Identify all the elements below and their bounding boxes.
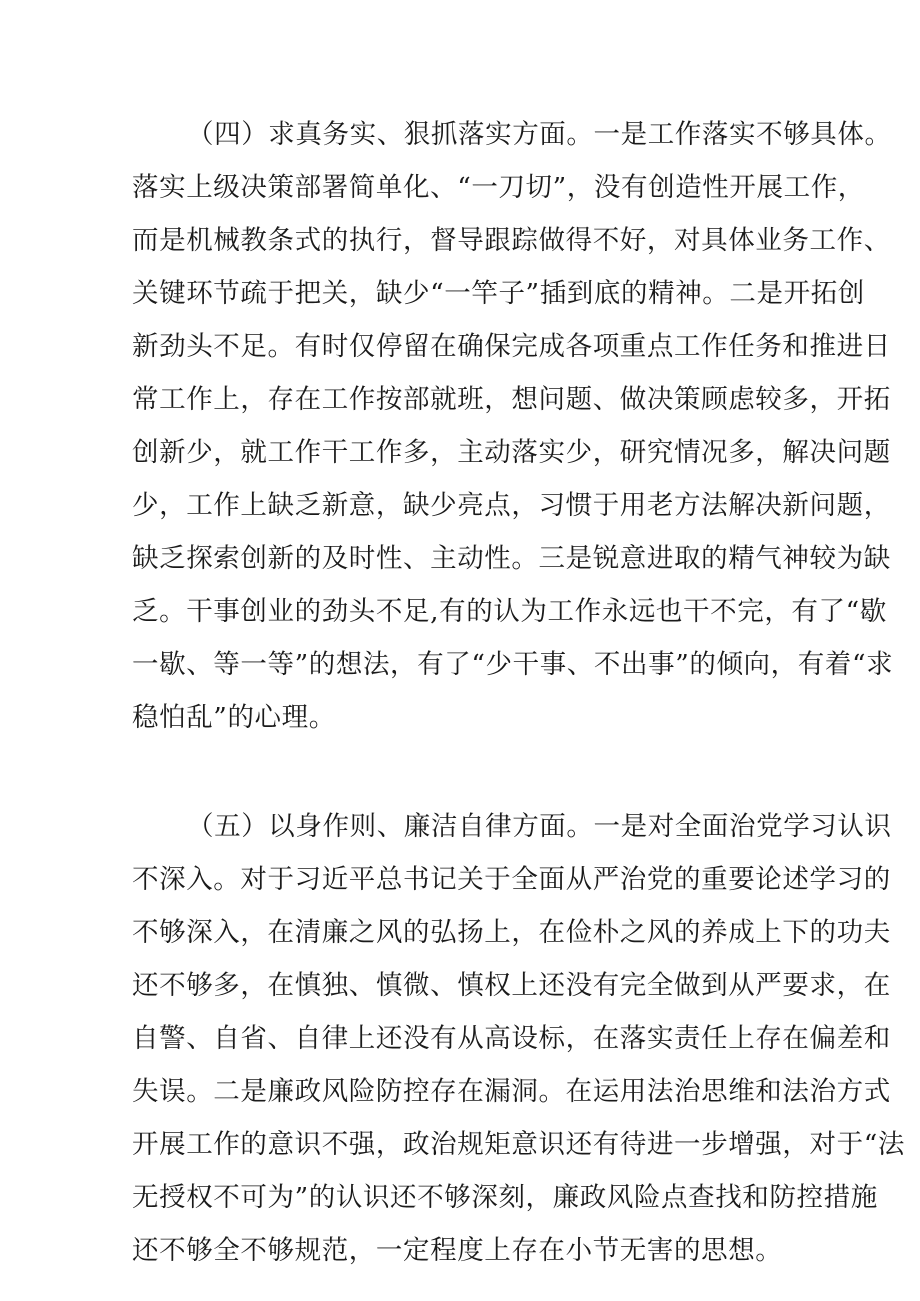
text-line: 不深入。对于习近平总书记关于全面从严治党的重要论述学习的: [132, 864, 891, 895]
text-line: （四）求真务实、狠抓落实方面。一是工作落实不够具体。: [187, 119, 892, 150]
text-line: 创新少，就工作干工作多，主动落实少，研究情况多，解决问题: [132, 437, 891, 468]
text-line: 乏。干事创业的劲头不足,有的认为工作永远也干不完，有了“歇: [132, 596, 887, 627]
text-line: 还不够全不够规范，一定程度上存在小节无害的思想。: [132, 1235, 783, 1266]
text-line: 少，工作上缺乏新意，缺少亮点，习惯于用老方法解决新问题，: [132, 490, 891, 521]
text-line: 还不够多，在慎独、慎微、慎权上还没有完全做到从严要求，在: [132, 970, 891, 1001]
text-line: 新劲头不足。有时仅停留在确保完成各项重点工作任务和推进日: [132, 331, 891, 362]
text-line: 落实上级决策部署简单化、“一刀切”，没有创造性开展工作，: [132, 172, 865, 203]
text-line: 稳怕乱”的心理。: [132, 702, 336, 733]
text-line: 开展工作的意识不强，政治规矩意识还有待进一步增强，对于“法: [132, 1129, 905, 1160]
text-line: 关键环节疏于把关，缺少“一竿子”插到底的精神。二是开拓创: [132, 278, 865, 309]
text-line: 失误。二是廉政风险防控存在漏洞。在运用法治思维和法治方式: [132, 1076, 891, 1107]
text-line: 自警、自省、自律上还没有从高设标，在落实责任上存在偏差和: [132, 1023, 891, 1054]
text-line: 不够深入，在清廉之风的弘扬上，在俭朴之风的养成上下的功夫: [132, 917, 891, 948]
text-line: 缺乏探索创新的及时性、主动性。三是锐意进取的精气神较为缺: [132, 543, 891, 574]
text-line: 常工作上，存在工作按部就班，想问题、做决策顾虑较多，开拓: [132, 384, 891, 415]
text-line: 无授权不可为”的认识还不够深刻，廉政风险点查找和防控措施: [132, 1182, 878, 1213]
text-line: 一歇、等一等”的想法，有了“少干事、不出事”的倾向，有着“求: [132, 649, 894, 680]
text-line: 而是机械教条式的执行，督导跟踪做得不好，对具体业务工作、: [132, 225, 891, 256]
text-line: （五）以身作则、廉洁自律方面。一是对全面治党学习认识: [187, 811, 892, 842]
